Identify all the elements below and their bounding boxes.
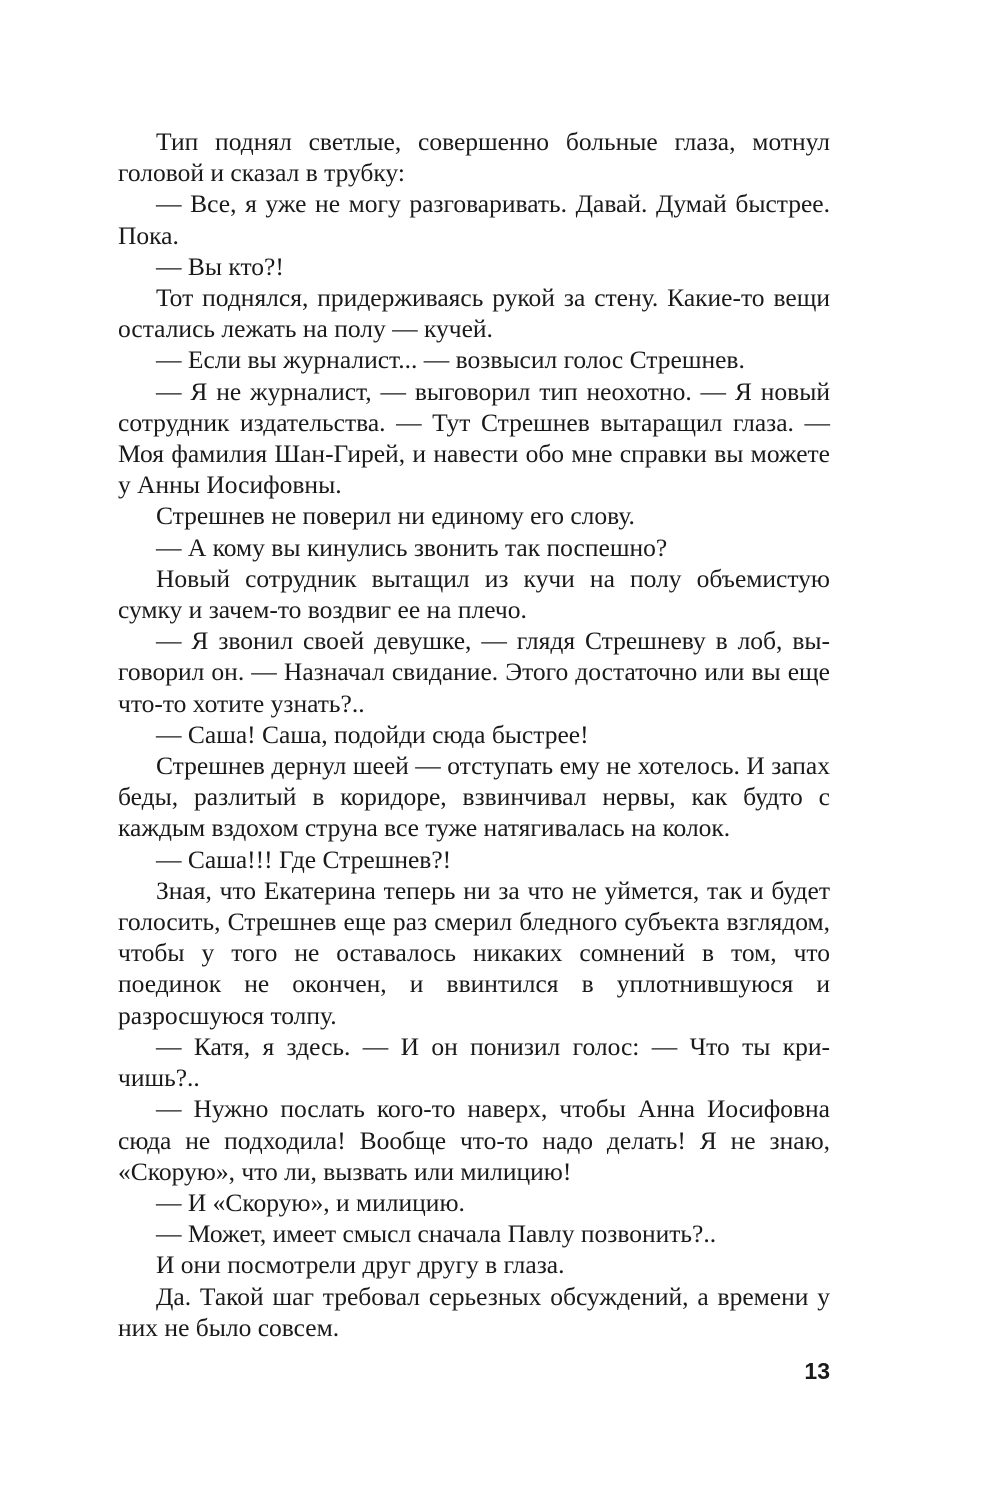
paragraph-15: — Катя, я здесь. — И он понизил голос: — Что ты кричишь?.. bbox=[118, 1031, 830, 1093]
paragraph-6: — Я не журналист, — выговорил тип неохотно. — Я новый сотрудник издательства. — Тут Стрешнев вытаращил глаза. — Моя фамилия Шан-Гирей, и навести обо мне справки вы можете у Анны Иосифовны. bbox=[118, 376, 830, 500]
paragraph-14: Зная, что Екатерина теперь ни за что не уймется, так и будет голосить, Стрешнев еще раз смерил бледного субъекта взглядом, чтобы у того не оставалось никаких сомнений в том, что поединок не окончен, и ввинтился в уплотнившуюся и разросшуюся толпу. bbox=[118, 875, 830, 1030]
paragraph-10: — Я звонил своей девушке, — глядя Стрешневу в лоб, выговорил он. — Назначал свидание. Этого достаточно или вы еще что-то хотите узнать?.. bbox=[118, 626, 830, 718]
paragraph-17: — И «Скорую», и милицию. bbox=[156, 1187, 465, 1217]
paragraph-19: И они посмотрели друг другу в глаза. bbox=[156, 1250, 565, 1280]
paragraph-13: — Саша!!! Где Стрешнев?! bbox=[156, 844, 452, 874]
paragraph-7: Стрешнев не поверил ни единому его слову. bbox=[156, 501, 635, 531]
paragraph-2: — Все, я уже не могу разговаривать. Давай. Думай быстрее. Пока. bbox=[118, 189, 830, 250]
paragraph-1: Тип поднял светлые, совершенно больные глаза, мотнул головой и сказал в трубку: bbox=[118, 127, 830, 188]
paragraph-4: Тот поднялся, придерживаясь рукой за стену. Какие-то вещи остались лежать на полу — кучей. bbox=[118, 283, 830, 344]
paragraph-18: — Может, имеет смысл сначала Павлу позвонить?.. bbox=[156, 1219, 717, 1249]
paragraph-12: Стрешнев дернул шеей — отступать ему не хотелось. И запах беды, разлитый в коридоре, взвинчивал нервы, как будто с каждым вздохом струна все туже натягивалась на колок. bbox=[118, 751, 830, 843]
paragraph-11: — Саша! Саша, подойди сюда быстрее! bbox=[156, 719, 589, 749]
paragraph-5: — Если вы журналист... — возвысил голос Стрешнев. bbox=[156, 345, 745, 375]
paragraph-9: Новый сотрудник вытащил из кучи на полу объемистую сумку и зачем-то воздвиг ее на плечо. bbox=[118, 563, 830, 625]
book-page-text bbox=[118, 126, 830, 1343]
paragraph-16: — Нужно послать кого-то наверх, чтобы Анна Иосифовна сюда не подходила! Вообще что-то надо делать! Я не знаю, «Скорую», что ли, вызвать или милицию! bbox=[118, 1094, 830, 1186]
paragraph-20: Да. Такой шаг требовал серьезных обсуждений, а времени у них не было совсем. bbox=[118, 1281, 830, 1342]
page-number: 13 bbox=[804, 1358, 830, 1384]
paragraph-8: — А кому вы кинулись звонить так поспешно? bbox=[156, 532, 668, 562]
paragraph-3: — Вы кто?! bbox=[156, 251, 284, 281]
